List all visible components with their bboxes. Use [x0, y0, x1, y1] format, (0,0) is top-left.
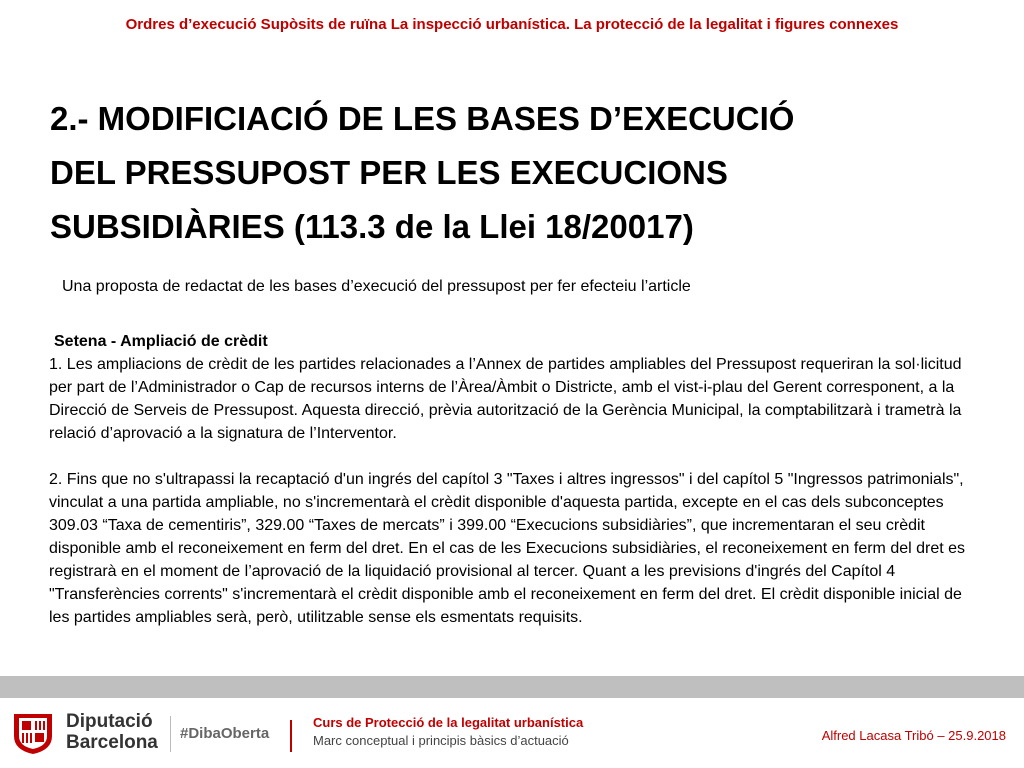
org-name-line: Diputació — [66, 711, 153, 732]
slide-title-line: 2.- MODIFICIACIÓ DE LES BASES D’EXECUCIÓ — [50, 100, 795, 137]
footer-divider-red — [290, 720, 292, 752]
slide-title-line: DEL PRESSUPOST PER LES EXECUCIONS — [50, 154, 728, 191]
intro-text: Una proposta de redactat de les bases d’execució del pressupost per fer efecteiu l’article — [62, 278, 691, 295]
course-info — [313, 714, 583, 750]
slide-title-line: SUBSIDIÀRIES (113.3 de la Llei 18/20017) — [50, 208, 694, 245]
section-heading: Setena - Ampliació de crèdit — [54, 333, 268, 350]
body-text — [49, 330, 979, 629]
org-name — [66, 711, 158, 753]
course-title: Curs de Protecció de la legalitat urbanística — [313, 715, 584, 730]
org-name-line: Barcelona — [66, 732, 158, 753]
header-title: Ordres d’execució Supòsits de ruïna La inspecció urbanística. La protecció de la legalitat i figures connexes — [125, 16, 899, 33]
paragraph-1: 1. Les ampliacions de crèdit de les partides relacionades a l’Annex de partides ampliables del Pressupost requeriran la sol·licitud per part de l’Administrador o Cap de recursos interns de l’Àrea/Àmbit o Districte, amb el vist-i-plau del Gerent corresponent, a la Direcció de Serveis de Pressupost. Aquesta direcció, prèvia autorització de la Gerència Municipal, la comptabilitzarà i trametrà la relació d’aprovació a la signatura de l’Interventor. — [49, 356, 962, 442]
paragraph-gap — [49, 445, 979, 468]
footer-divider — [170, 716, 171, 752]
footer — [0, 698, 1024, 768]
slide-title — [50, 92, 950, 254]
course-subtitle: Marc conceptual i principis bàsics d’actuació — [313, 733, 569, 748]
diputacio-barcelona-logo-icon — [10, 710, 56, 756]
author-date: Alfred Lacasa Tribó – 25.9.2018 — [821, 728, 1006, 743]
paragraph-2: 2. Fins que no s'ultrapassi la recaptació d'un ingrés del capítol 3 "Taxes i altres ingressos" i del capítol 5 "Ingressos patrimonials", vinculat a una partida ampliable, no s'incrementarà el crèdit disponible d'aquesta partida, excepte en el cas dels subconceptes 309.03 “Taxa de cementiris”, 329.00 “Taxes de mercats” i 399.00 “Execucions subsidiàries”, que incrementaran el seu crèdit disponible amb el reconeixement en ferm del dret. En el cas de les Execucions subsidiàries, el reconeixement en ferm del dret es registrarà en el moment de l’aprovació de la liquidació provisional al tercer. Quant a les previsions d'ingrés del Capítol 4 "Transferències corrents" s'incrementarà el crèdit disponible amb el reconeixement en ferm del dret. El crèdit disponible inicial de les partides ampliables serà, però, utilitzable sense els esmentats requisits. — [49, 471, 966, 626]
hashtag: #DibaOberta — [180, 725, 270, 742]
footer-band — [0, 676, 1024, 698]
